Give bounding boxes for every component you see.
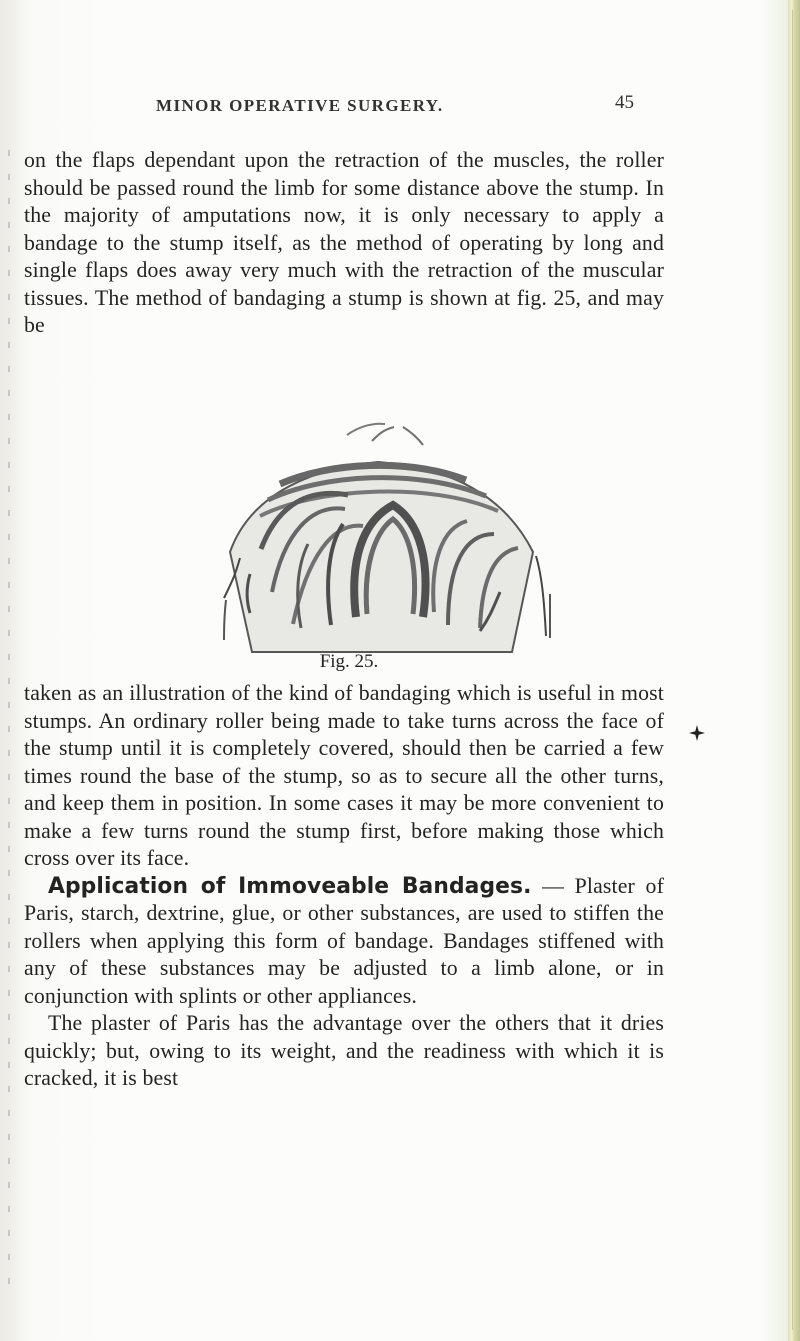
- left-margin-marks: [8, 150, 10, 1300]
- section-heading-tail: — Plaster of Paris, starch, dextrine, glue, or other substances, are used to stiffen the rollers when applying this form of bandage. Bandages stiffened with any of these substances may be adjusted to a limb alone, or in conjunction with splints or other appliances.: [24, 873, 664, 1008]
- body-text-top: [24, 147, 664, 340]
- running-head: MINOR OPERATIVE SURGERY.: [156, 96, 444, 115]
- bandaged-stump-icon: [180, 392, 580, 637]
- body-text-bottom: [24, 680, 664, 1093]
- paragraph-4: The plaster of Paris has the advantage over the others that it dries quickly; but, owing to its weight, and the readiness with which it is cracked, it is best: [24, 1011, 664, 1090]
- paragraph-3: [24, 873, 664, 1011]
- paragraph-2: taken as an illustration of the kind of bandaging which is useful in most stumps. An ordinary roller being made to take turns across the face of the stump until it is completely covered, should then be carried a few times round the base of the stump, so as to secure all the other turns, and keep them in position. In some cases it may be more convenient to make a few turns round the stump first, before making those which cross over its face.: [24, 681, 664, 870]
- section-heading: Application of Immoveable Bandages.: [48, 873, 532, 899]
- left-page-edge: [0, 0, 24, 1341]
- stump-bandage-illustration: [180, 392, 580, 637]
- four-point-star-icon: [689, 725, 705, 741]
- paragraph-1: on the flaps dependant upon the retraction of the muscles, the roller should be passed round the limb for some distance above the stump. In the majority of amputations now, it is only necessary to apply a bandage to the stump itself, as the method of operating by long and single flaps does away very much with the retraction of the muscular tissues. The method of bandaging a stump is shown at fig. 25, and may be: [24, 148, 664, 337]
- right-page-edge: [788, 0, 800, 1341]
- figure-caption: Fig. 25.: [319, 651, 379, 672]
- page-number: 45: [615, 92, 634, 113]
